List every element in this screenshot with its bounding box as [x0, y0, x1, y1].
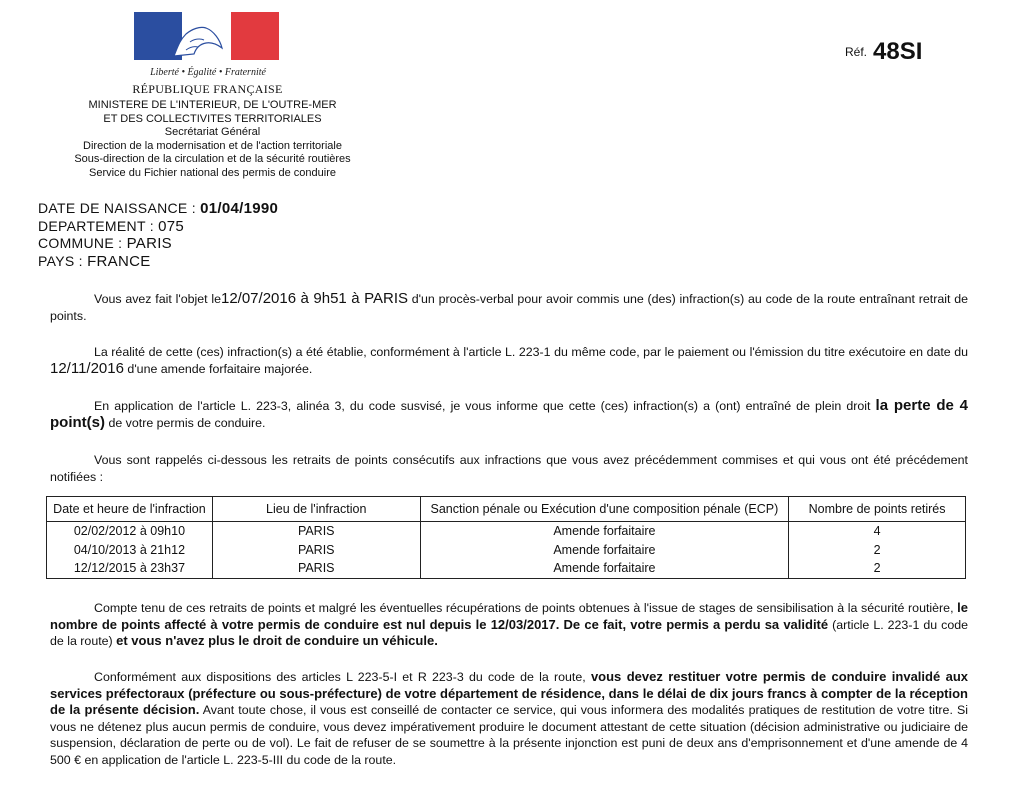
ref-label: Réf. [845, 45, 868, 59]
paragraph-null-points: Compte tenu de ces retraits de points et malgré les éventuelles récupérations de points obtenues à l'issue de stages de sensibilisation à la sécurité routière, le nombre de points affecté à votre permis de conduire est nul depuis le 12/03/2017. De ce fait, votre permis a perdu sa validité (article L. 223-1 du code de la route) et vous n'avez plus le droit de conduire un véhicule. [50, 600, 968, 648]
ministry-line: Service du Fichier national des permis de conduire [88, 166, 337, 179]
points-lost: la perte de 4 point(s) [50, 397, 968, 431]
paragraph-restitution: Conformément aux dispositions des articles L 223-5-I et R 223-3 du code de la route, vous devez restituer votre permis de conduire invalidé aux services préfectoraux (préfecture ou sous-préfecture) de votre département de résidence, dans le délai de dix jours francs à compter de la réception de la présente décision. Avant toute chose, il vous est conseillé de contacter ce service, qui vous informera des modalités pratiques de restitution de votre titre. Si vous ne détenez plus aucun permis de conduire, vous devez impérativement produire le document attestant de cette situation (décision administrative ou judiciaire de suspension, déclaration de perte ou de vol). Le fait de refuser de se soumettre à la présente injonction est puni de deux ans d'emprisonnement et d'une amende de 4 500 € en application de l'article L. 223-5-III du code de la route. [50, 669, 968, 767]
person-info [38, 200, 278, 270]
marianne-profile-icon [134, 12, 279, 60]
pays-label: PAYS : [38, 252, 83, 269]
restitution-statement: vous devez restituer votre permis de conduire invalidé aux services préfectoraux (préfecture ou sous-préfecture) de votre département de résidence, dans le délai de dix jours francs à compter de la réception de la présente décision. [50, 669, 968, 717]
ministry-line: Direction de la modernisation et de l'action territoriale [83, 139, 342, 152]
republic-motto: Liberté • Égalité • Fraternité [150, 67, 266, 78]
pays-value: FRANCE [87, 252, 151, 270]
no-driving-statement: et vous n'avez plus le droit de conduire un véhicule. [116, 633, 438, 648]
birth-value: 01/04/1990 [200, 200, 279, 217]
col-header-place: Lieu de l'infraction [212, 497, 420, 522]
republic-name: RÉPUBLIQUE FRANÇAISE [132, 82, 283, 96]
marianne-logo [134, 12, 279, 60]
paragraph-infraction: Vous avez fait l'objet le12/07/2016 à 9h51 à PARIS d'un procès-verbal pour avoir commis une (des) infraction(s) au code de la route entraînant retrait de points. [50, 290, 968, 323]
dept-value: 075 [158, 217, 185, 235]
points-table [46, 496, 966, 579]
table-row: 12/12/2015 à 23h37 PARIS Amende forfaitaire 2 [47, 559, 966, 578]
ref-value: 48SI [873, 38, 923, 65]
birth-label: DATE DE NAISSANCE : [38, 200, 196, 216]
titre-date: 12/11/2016 [50, 359, 124, 377]
null-points-statement: le nombre de points affecté à votre permis de conduire est nul depuis le 12/03/2017. De ce fait, votre permis a perdu sa validité [50, 600, 968, 632]
infraction-date: 12/07/2016 à 9h51 à PARIS [220, 290, 408, 307]
commune-label: COMMUNE : [38, 235, 123, 251]
commune-value: PARIS [126, 235, 172, 252]
dept-label: DEPARTEMENT : [38, 217, 154, 234]
paragraph-reality: La réalité de cette (ces) infraction(s) a été établie, conformément à l'article L. 223-1 du même code, par le paiement ou l'émission du titre exécutoire en date du 12/11/2016 d'une amende forfaitaire majorée. [50, 345, 968, 377]
paragraph-points-lost: En application de l'article L. 223-3, alinéa 3, du code susvisé, je vous informe que cette (ces) infraction(s) a (ont) entraîné de plein droit la perte de 4 point(s) de votre permis de conduire. [50, 397, 968, 431]
paragraph-recall: Vous sont rappelés ci-dessous les retraits de points consécutifs aux infractions que vous avez précédemment commises et qui vous ont été précédement notifiées : [50, 453, 968, 484]
table-row: 02/02/2012 à 09h10 PARIS Amende forfaitaire 4 [47, 522, 966, 541]
table-row: 04/10/2013 à 21h12 PARIS Amende forfaitaire 2 [47, 541, 966, 560]
reference [845, 38, 922, 66]
col-header-date: Date et heure de l'infraction [47, 497, 213, 522]
ministry-line: Secrétariat Général [164, 126, 261, 138]
col-header-points: Nombre de points retirés [789, 497, 966, 522]
ministry-line: ET DES COLLECTIVITES TERRITORIALES [103, 112, 322, 125]
table-header-row [47, 497, 966, 522]
col-header-sanction: Sanction pénale ou Exécution d'une composition pénale (ECP) [420, 497, 789, 522]
ministry-block [40, 99, 385, 180]
ministry-line: Sous-direction de la circulation et de la sécurité routières [74, 153, 351, 165]
ministry-line: MINISTERE DE L'INTERIEUR, DE L'OUTRE-MER [88, 99, 337, 111]
